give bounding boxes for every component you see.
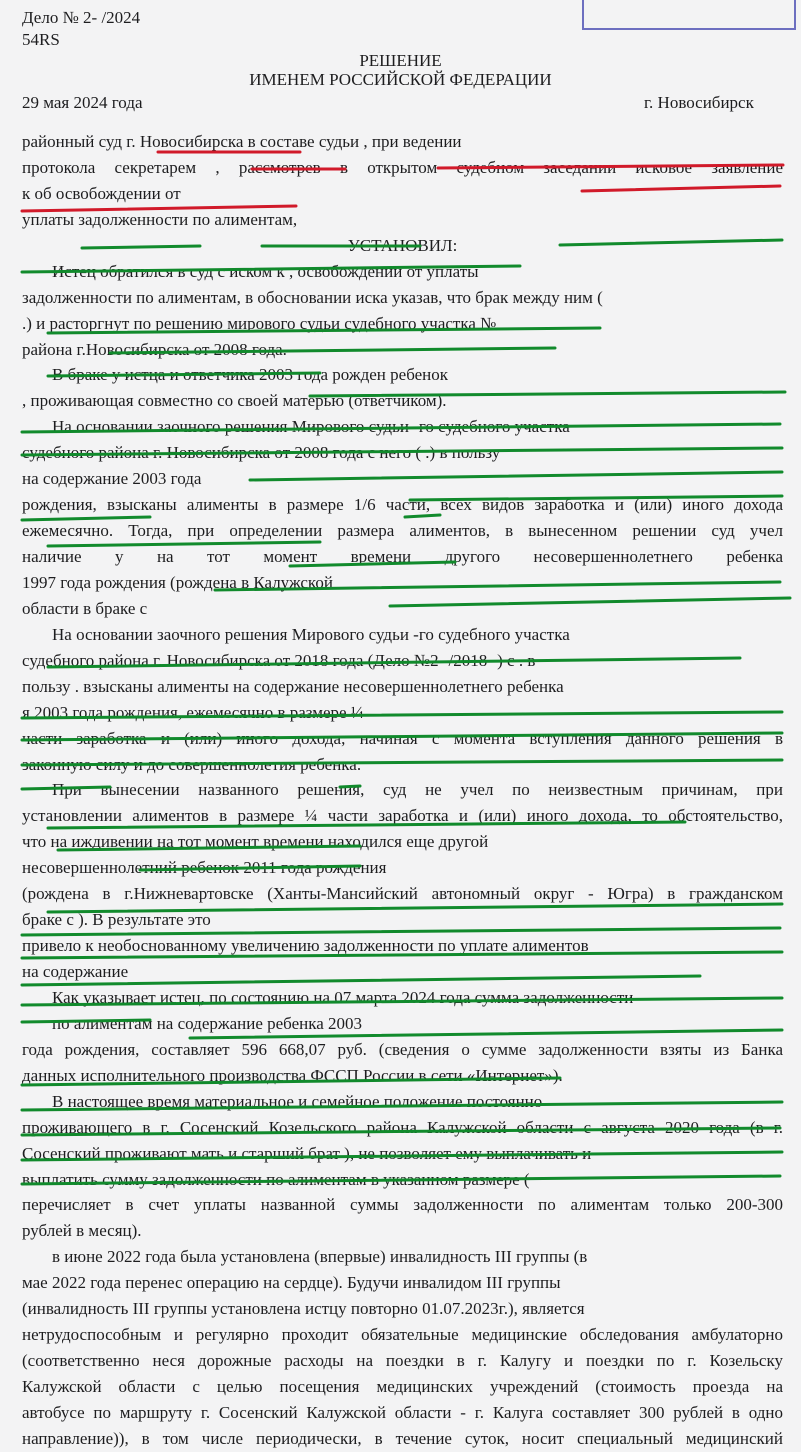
body-line: по алиментам на содержание ребенка 2003: [52, 1013, 363, 1033]
document-date: 29 мая 2024 года: [22, 93, 143, 112]
body-line: На основании заочного решения Мирового судьи -го судебного участка: [52, 417, 570, 437]
section-heading: УСТАНОВИЛ:: [347, 235, 458, 255]
body-line: протокола секретарем , рассмотрев в открытом судебном заседании исковое заявление: [22, 157, 783, 177]
body-line: нетрудоспособным и регулярно проходит обязательные медицинские обследования амбулаторно: [22, 1325, 783, 1345]
body-line: в июне 2022 года была установлена (впервые) инвалидность III группы (в: [52, 1247, 588, 1267]
body-line: На основании заочного решения Мирового судьи -го судебного участка: [52, 624, 570, 644]
body-line: несовершеннолетний ребенок 2011 года рождения: [22, 858, 387, 878]
body-line: В браке у истца и ответчика 2003 года рожден ребенок: [52, 365, 449, 385]
document-city: г. Новосибирск: [644, 93, 754, 112]
body-line: области в браке с: [22, 598, 148, 618]
body-line: При вынесении названного решения, суд не учел по неизвестным причинам, при: [52, 780, 783, 800]
body-line: пользу . взысканы алименты на содержание несовершеннолетнего ребенка: [22, 676, 564, 696]
body-line: что на иждивении на тот момент времени находился еще другой: [22, 832, 489, 852]
body-line: наличие у на тот момент времени другого несовершеннолетнего ребенка: [22, 547, 783, 566]
body-line: на содержание: [22, 962, 129, 981]
body-line: судебного района г. Новосибирска от 2008 года с него ( .) в пользу: [22, 443, 501, 463]
body-line: задолженности по алиментам, в обосновании иска указав, что брак между ним (: [22, 287, 603, 307]
body-line: года рождения, составляет 596 668,07 руб. (сведения о сумме задолженности взяты из Банка: [22, 1039, 783, 1059]
body-line: я 2003 года рождения, ежемесячно в размере ¼: [22, 702, 364, 722]
body-line: к об освобождении от: [22, 183, 181, 203]
body-line: Сосенский проживают мать и старший брат ), не позволяет ему выплачивать и: [22, 1143, 592, 1163]
document-title: РЕШЕНИЕ: [359, 51, 442, 70]
body-line: части заработка и (или) иного дохода, начиная с момента вступления данного решения в: [22, 728, 783, 748]
body-line: Истец обратился в суд с иском к , освобождении от уплаты: [52, 261, 479, 281]
body-line: Как указывает истец, по состоянию на 07 марта 2024 года сумма задолженности: [52, 987, 634, 1007]
body-line: установлении алиментов в размере ¼ части заработка и (или) иного дохода, то обстоятельство,: [22, 806, 783, 826]
body-line: перечисляет в счет уплаты названной суммы задолженности по алиментам только 200-300: [22, 1195, 783, 1215]
body-line: данных исполнительного производства ФССП России в сети «Интернет»).: [22, 1065, 563, 1085]
document-subtitle: ИМЕНЕМ РОССИЙСКОЙ ФЕДЕРАЦИИ: [249, 70, 552, 89]
body-line: рождения, взысканы алименты в размере 1/6 части, всех видов заработка и (или) иного дохода: [22, 495, 783, 515]
document-body: [22, 129, 783, 1452]
body-line: мае 2022 года перенес операцию на сердце). Будучи инвалидом III группы: [22, 1273, 561, 1293]
case-number: Дело № 2- /2024: [22, 8, 141, 27]
body-line: привело к необоснованному увеличению задолженности по уплате алиментов: [22, 936, 589, 956]
body-line: законную силу и до совершеннолетия ребенка.: [22, 754, 362, 774]
body-line: .) и расторгнут по решению мирового судьи судебного участка №: [22, 313, 497, 333]
body-line: (рождена в г.Нижневартовске (Ханты-Мансийский автономный округ - Югра) в гражданском: [22, 884, 783, 904]
case-code: 54RS: [22, 30, 60, 49]
body-line: района г.Новосибирска от 2008 года.: [22, 339, 287, 359]
body-line: уплаты задолженности по алиментам,: [22, 209, 298, 229]
body-line: (соответственно неся дорожные расходы на поездки в г. Калугу и поездки по г. Козельску: [22, 1351, 783, 1371]
body-line: рублей в месяц).: [22, 1221, 142, 1241]
body-line: выплатить сумму задолженности по алиментам в указанном размере (: [22, 1169, 530, 1189]
body-line: районный суд г. Новосибирска в составе судьи , при ведении: [22, 132, 462, 151]
body-line: проживающего в г. Сосенский Козельского района Калужской области с августа 2020 года (в г.: [22, 1117, 783, 1137]
body-line: на содержание 2003 года: [22, 469, 202, 489]
body-line: судебного района г. Новосибирска от 2018 года (Дело №2- /2018- ) с . в: [22, 650, 536, 670]
body-line: ежемесячно. Тогда, при определении размера алиментов, в вынесенном решении суд учел: [22, 521, 783, 541]
body-line: , проживающая совместно со своей матерью (ответчиком).: [22, 391, 447, 411]
body-line: В настоящее время материальное и семейное положение постоянно: [52, 1091, 543, 1111]
body-line: автобусе по маршруту г. Сосенский Калужской области - г. Калуга составляет 300 рублей в одно: [22, 1402, 783, 1422]
registration-stamp: [582, 0, 796, 30]
body-line: направление)), в том числе периодически, в течение суток, носит специальный медицинский: [22, 1428, 783, 1448]
body-line: браке с ). В результате это: [22, 910, 211, 930]
body-line: 1997 года рождения (рождена в Калужской: [22, 572, 333, 592]
body-line: (инвалидность III группы установлена истцу повторно 01.07.2023г.), является: [22, 1299, 585, 1319]
body-line: Калужской области с целью посещения медицинских учреждений (стоимость проезда на: [22, 1377, 783, 1396]
